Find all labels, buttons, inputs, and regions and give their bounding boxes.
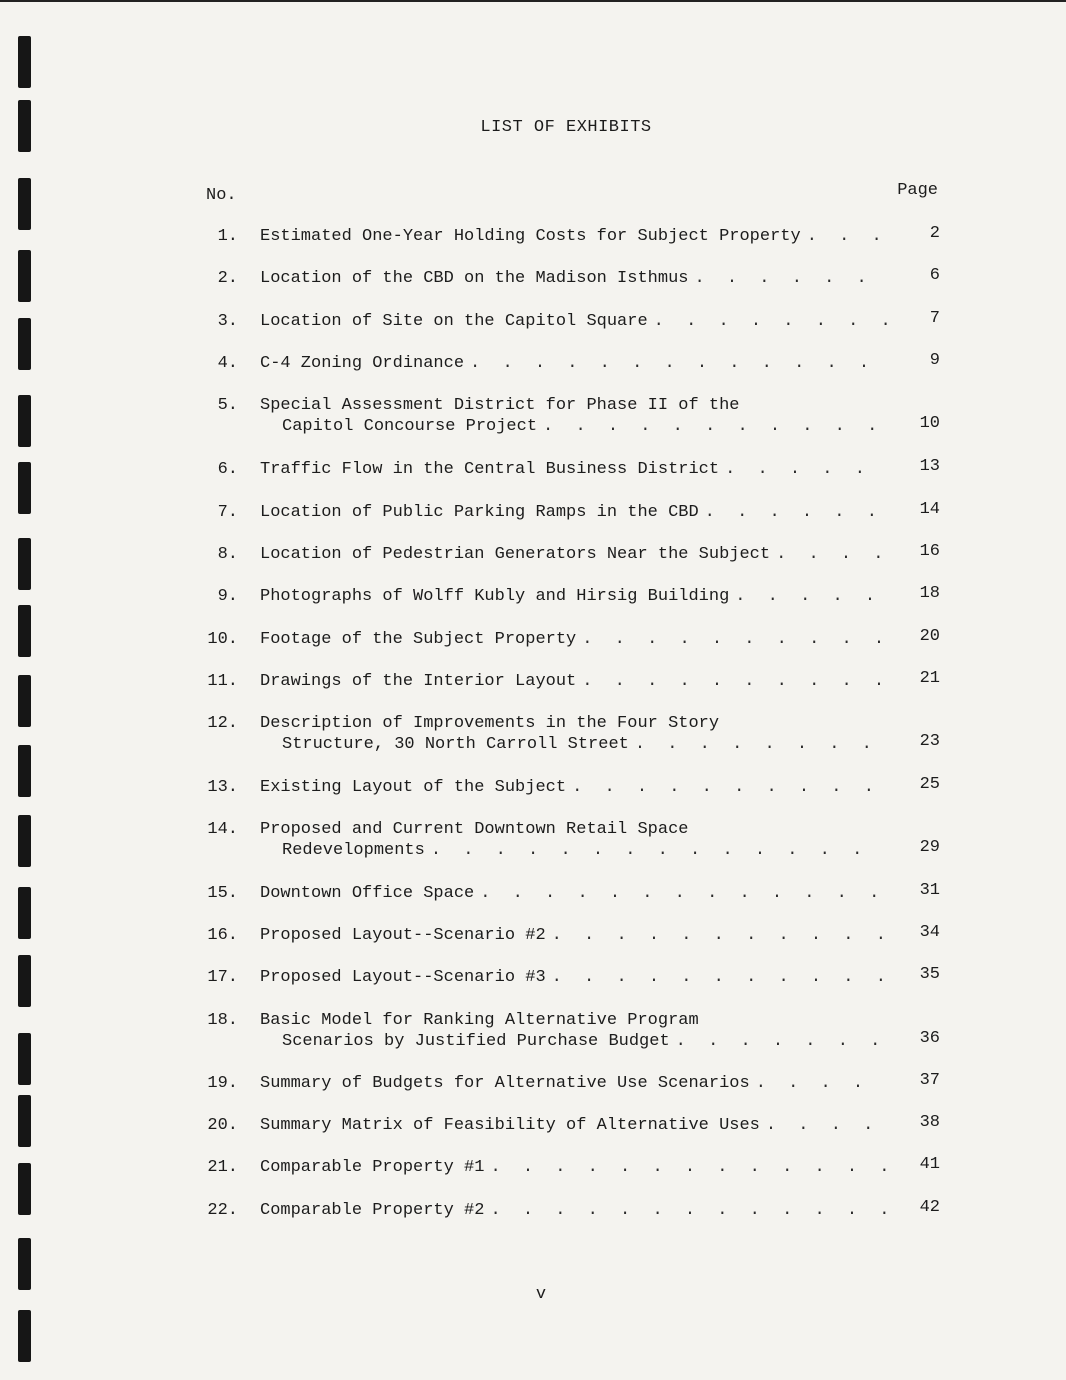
exhibit-title-line: Proposed and Current Downtown Retail Space xyxy=(260,820,689,839)
dot-leader xyxy=(576,629,888,650)
page-title: LIST OF EXHIBITS xyxy=(480,118,652,137)
exhibit-title xyxy=(260,586,888,607)
exhibit-title-line: Comparable Property #1 xyxy=(260,1158,485,1177)
exhibit-page-number: 14 xyxy=(919,500,940,519)
top-edge-rule xyxy=(0,0,1066,2)
exhibit-title-line: Proposed Layout--Scenario #2 xyxy=(260,926,546,945)
exhibit-number: 4. xyxy=(217,354,238,373)
binding-hole xyxy=(18,250,31,302)
exhibit-number: 10. xyxy=(207,630,238,649)
exhibit-title xyxy=(260,777,888,798)
exhibit-page-number: 38 xyxy=(919,1113,940,1132)
exhibit-number: 5. xyxy=(217,396,238,415)
exhibit-title xyxy=(260,671,888,692)
exhibit-title-line: Scenarios by Justified Purchase Budget xyxy=(282,1032,670,1051)
exhibit-page-number: 25 xyxy=(919,775,940,794)
dot-leader xyxy=(537,416,888,437)
exhibit-title xyxy=(260,967,888,988)
exhibit-number: 13. xyxy=(207,778,238,797)
binding-hole xyxy=(18,1033,31,1085)
exhibit-page-number: 10 xyxy=(919,414,940,433)
binding-hole xyxy=(18,318,31,370)
exhibit-title-line: Basic Model for Ranking Alternative Program xyxy=(260,1011,699,1030)
binding-hole xyxy=(18,36,31,88)
exhibit-number: 2. xyxy=(217,269,238,288)
exhibit-number: 3. xyxy=(217,312,238,331)
binding-hole xyxy=(18,1238,31,1290)
binding-hole xyxy=(18,395,31,447)
exhibit-title-line: Photographs of Wolff Kubly and Hirsig Building xyxy=(260,587,730,606)
exhibit-title-line: Footage of the Subject Property xyxy=(260,630,577,649)
dot-leader xyxy=(576,671,888,692)
exhibit-number: 11. xyxy=(207,672,238,691)
exhibit-number: 19. xyxy=(207,1074,238,1093)
exhibit-page-number: 20 xyxy=(919,627,940,646)
exhibit-title xyxy=(260,268,888,289)
dot-leader xyxy=(688,268,888,289)
exhibit-page-number: 41 xyxy=(919,1155,940,1174)
dot-leader xyxy=(801,226,888,247)
exhibit-title-line: Comparable Property #2 xyxy=(260,1201,485,1220)
dot-leader xyxy=(474,883,888,904)
exhibit-number: 15. xyxy=(207,884,238,903)
binding-hole xyxy=(18,955,31,1007)
exhibit-page-number: 42 xyxy=(919,1198,940,1217)
exhibit-title-line: Summary Matrix of Feasibility of Alternative Uses xyxy=(260,1116,760,1135)
binding-hole xyxy=(18,462,31,514)
binding-hole xyxy=(18,745,31,797)
exhibit-title xyxy=(260,226,888,247)
exhibit-page-number: 7 xyxy=(929,309,940,328)
dot-leader xyxy=(648,311,888,332)
exhibit-page-number: 31 xyxy=(919,881,940,900)
exhibit-title-line: C-4 Zoning Ordinance xyxy=(260,354,465,373)
exhibit-title-line: Traffic Flow in the Central Business District xyxy=(260,460,720,479)
exhibit-title xyxy=(260,395,888,437)
exhibit-title-line: Location of Public Parking Ramps in the CBD xyxy=(260,503,699,522)
binding-hole xyxy=(18,538,31,590)
exhibit-title-line: Capitol Concourse Project xyxy=(282,417,538,436)
page-column-header: Page xyxy=(897,181,938,200)
exhibit-page-number: 18 xyxy=(919,584,940,603)
exhibit-number: 12. xyxy=(207,714,238,733)
exhibit-page-number: 23 xyxy=(919,732,940,751)
exhibit-page-number: 13 xyxy=(919,457,940,476)
exhibit-title xyxy=(260,713,888,755)
exhibit-title-line: Redevelopments xyxy=(282,841,425,860)
binding-hole xyxy=(18,178,31,230)
exhibit-title xyxy=(260,544,888,565)
exhibit-number: 14. xyxy=(207,820,238,839)
binding-hole xyxy=(18,675,31,727)
page-number: v xyxy=(535,1285,547,1304)
number-column-header: No. xyxy=(206,186,237,205)
dot-leader xyxy=(670,1031,888,1052)
exhibit-number: 7. xyxy=(217,503,238,522)
exhibit-number: 9. xyxy=(217,587,238,606)
exhibit-title-line: Location of Site on the Capitol Square xyxy=(260,312,648,331)
exhibit-number: 21. xyxy=(207,1158,238,1177)
exhibit-page-number: 16 xyxy=(919,542,940,561)
dot-leader xyxy=(629,734,888,755)
dot-leader xyxy=(484,1157,888,1178)
dot-leader xyxy=(484,1200,888,1221)
exhibit-number: 8. xyxy=(217,545,238,564)
exhibit-title xyxy=(260,502,888,523)
exhibit-title xyxy=(260,1115,888,1136)
dot-leader xyxy=(729,586,888,607)
exhibit-title xyxy=(260,311,888,332)
exhibit-title-line: Drawings of the Interior Layout xyxy=(260,672,577,691)
binding-hole xyxy=(18,1310,31,1362)
exhibit-title xyxy=(260,459,888,480)
exhibit-page-number: 36 xyxy=(919,1029,940,1048)
exhibit-title-line: Existing Layout of the Subject xyxy=(260,778,567,797)
exhibit-page-number: 35 xyxy=(919,965,940,984)
dot-leader xyxy=(566,777,888,798)
dot-leader xyxy=(750,1073,888,1094)
binding-hole xyxy=(18,1095,31,1147)
exhibit-number: 1. xyxy=(217,227,238,246)
exhibit-page-number: 21 xyxy=(919,669,940,688)
exhibit-title xyxy=(260,1200,888,1221)
exhibit-page-number: 6 xyxy=(929,266,940,285)
dot-leader xyxy=(425,840,888,861)
exhibit-page-number: 37 xyxy=(919,1071,940,1090)
dot-leader xyxy=(546,925,888,946)
exhibit-title xyxy=(260,1157,888,1178)
exhibit-title-line: Estimated One-Year Holding Costs for Subject Property xyxy=(260,227,801,246)
exhibit-page-number: 9 xyxy=(929,351,940,370)
exhibit-title-line: Downtown Office Space xyxy=(260,884,475,903)
exhibit-number: 16. xyxy=(207,926,238,945)
exhibit-title-line: Location of the CBD on the Madison Isthmus xyxy=(260,269,689,288)
exhibit-number: 6. xyxy=(217,460,238,479)
exhibit-number: 17. xyxy=(207,968,238,987)
exhibit-title xyxy=(260,1010,888,1052)
binding-hole xyxy=(18,887,31,939)
dot-leader xyxy=(770,544,888,565)
exhibit-title xyxy=(260,819,888,861)
binding-hole xyxy=(18,1163,31,1215)
dot-leader xyxy=(699,502,888,523)
dot-leader xyxy=(719,459,888,480)
binding-hole xyxy=(18,815,31,867)
dot-leader xyxy=(464,353,888,374)
exhibit-number: 18. xyxy=(207,1011,238,1030)
binding-hole xyxy=(18,605,31,657)
exhibit-title xyxy=(260,353,888,374)
exhibit-page-number: 2 xyxy=(929,224,940,243)
exhibit-title xyxy=(260,629,888,650)
exhibit-title xyxy=(260,925,888,946)
exhibit-title-line: Description of Improvements in the Four Story xyxy=(260,714,720,733)
dot-leader xyxy=(760,1115,888,1136)
exhibit-page-number: 34 xyxy=(919,923,940,942)
exhibit-page-number: 29 xyxy=(919,838,940,857)
exhibit-number: 20. xyxy=(207,1116,238,1135)
binding-holes xyxy=(0,0,40,1380)
dot-leader xyxy=(546,967,888,988)
exhibit-title xyxy=(260,1073,888,1094)
exhibit-title-line: Location of Pedestrian Generators Near the Subject xyxy=(260,545,771,564)
exhibit-title-line: Structure, 30 North Carroll Street xyxy=(282,735,629,754)
exhibit-title-line: Proposed Layout--Scenario #3 xyxy=(260,968,546,987)
exhibit-title-line: Special Assessment District for Phase II of the xyxy=(260,396,740,415)
exhibit-number: 22. xyxy=(207,1201,238,1220)
exhibit-title xyxy=(260,883,888,904)
exhibit-title-line: Summary of Budgets for Alternative Use Scenarios xyxy=(260,1074,750,1093)
